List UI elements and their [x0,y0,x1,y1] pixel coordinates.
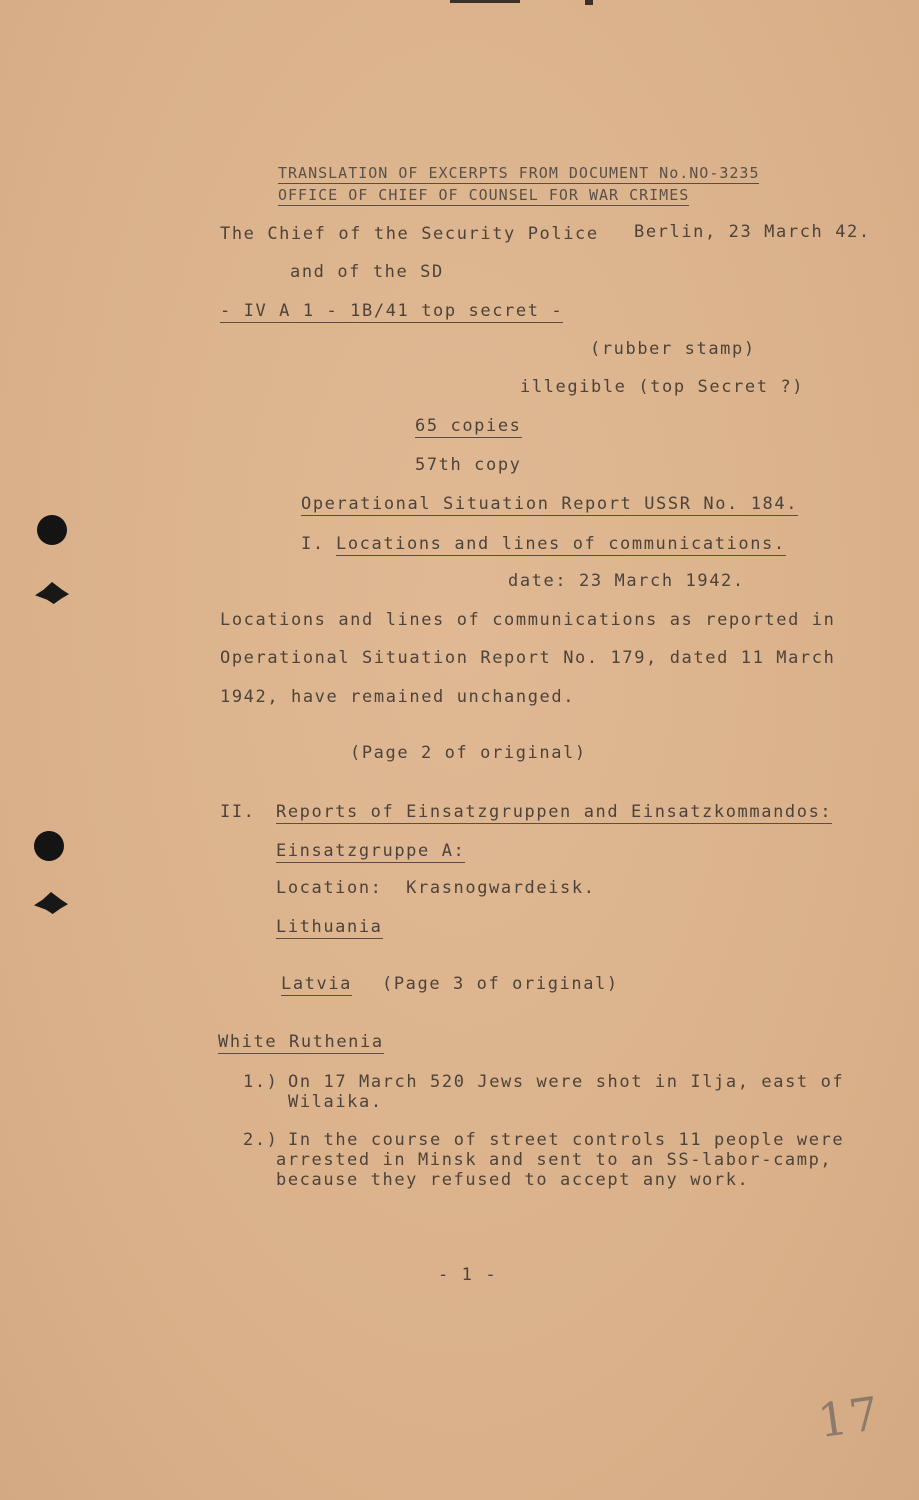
lithuania-heading: Lithuania [276,917,383,937]
section1-body-line-1: Locations and lines of communications as reported in [220,610,836,630]
section1-body-line-2: Operational Situation Report No. 179, dated 11 March [220,648,836,668]
page-note-2: (Page 2 of original) [350,743,587,763]
date-place: Berlin, 23 March 42. [634,222,871,242]
punch-hole-3 [34,831,64,861]
top-edge-dot [585,0,593,5]
stamp-label: (rubber stamp) [590,339,756,359]
section1-date: date: 23 March 1942. [508,571,745,591]
page-number: - 1 - [438,1265,498,1285]
item2-line-2: arrested in Minsk and sent to an SS-labor-camp, [276,1150,833,1170]
report-title: Operational Situation Report USSR No. 184. [301,494,799,514]
einsatzgruppe-heading: Einsatzgruppe A: [276,841,466,861]
sender-line-2: and of the SD [290,262,444,282]
header-line-2: OFFICE OF CHIEF OF COUNSEL FOR WAR CRIMES [278,186,690,204]
item2-number: 2.) [243,1130,279,1150]
punch-hole-2 [35,582,69,604]
copies-count: 65 copies [415,416,522,436]
stamp-text: illegible (top Secret ?) [520,377,805,397]
header-line-1: TRANSLATION OF EXCERPTS FROM DOCUMENT No.NO-3235 [278,164,760,182]
section1-body-line-3: 1942, have remained unchanged. [220,687,576,707]
section1-title: Locations and lines of communications. [336,534,786,554]
section2-title: Reports of Einsatzgruppen and Einsatzkommandos: [276,802,833,822]
item1-number: 1.) [243,1072,279,1092]
item1-line-2: Wilaika. [288,1092,383,1112]
white-ruthenia-heading: White Ruthenia [218,1032,384,1052]
section1-numeral: I. [301,534,325,554]
punch-hole-1 [37,515,67,545]
handwritten-page-mark: 17 [814,1385,885,1449]
item2-line-3: because they refused to accept any work. [276,1170,750,1190]
sender-line-1: The Chief of the Security Police [220,224,599,244]
punch-hole-4 [34,892,68,914]
copy-number: 57th copy [415,455,522,475]
latvia-heading: Latvia [281,974,353,994]
top-edge-mark [450,0,520,3]
reference-line: - IV A 1 - 1B/41 top secret - [220,301,564,321]
location-line: Location: Krasnogwardeisk. [276,878,596,898]
item1-line-1: On 17 March 520 Jews were shot in Ilja, east of [288,1072,845,1092]
page-note-3: (Page 3 of original) [382,974,619,994]
item2-line-1: In the course of street controls 11 people were [288,1130,845,1150]
section2-numeral: II. [220,802,256,822]
